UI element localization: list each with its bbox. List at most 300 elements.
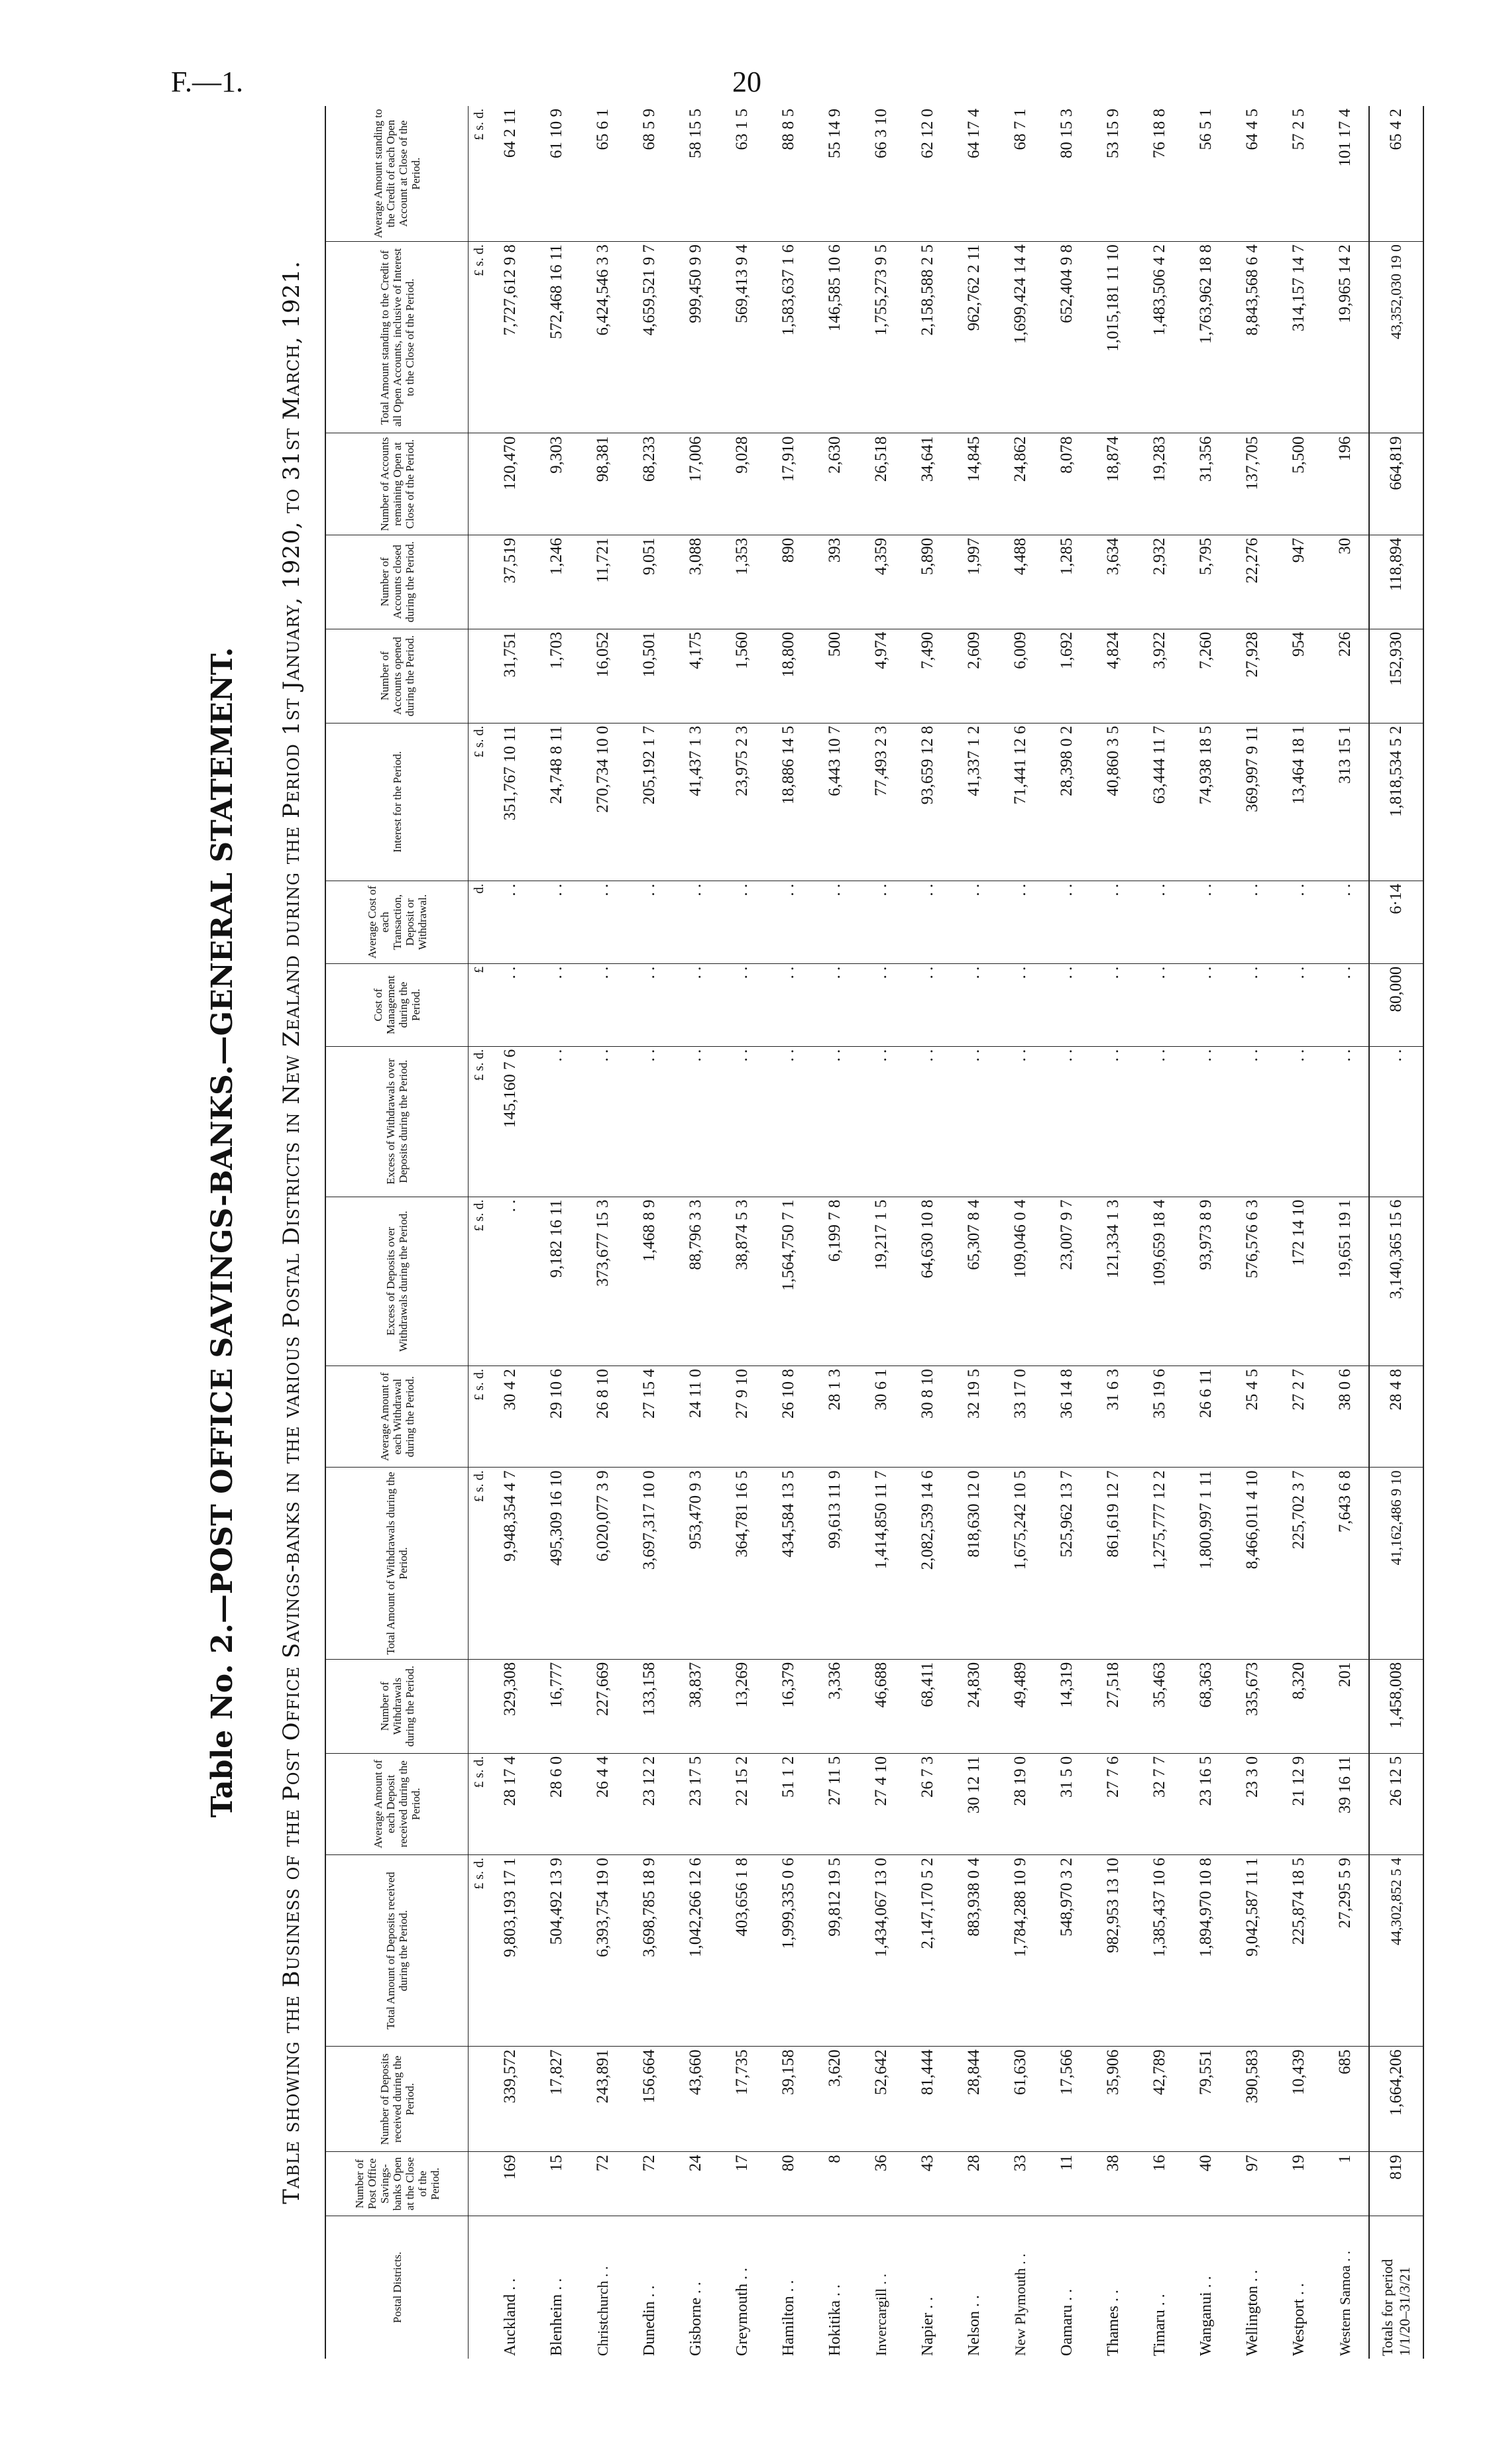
value-cell: 16,052 [580, 629, 626, 723]
value-cell: . . [905, 881, 951, 963]
value-cell: 270,734 10 0 [580, 723, 626, 881]
value-cell [469, 2152, 488, 2216]
value-cell: 72 [580, 2152, 626, 2216]
district-cell: Oamaru . . [1058, 2288, 1076, 2356]
value-cell: . . [673, 963, 719, 1046]
value-cell: 26 6 11 [1183, 1366, 1229, 1468]
value-cell: 2,082,539 14 6 [905, 1468, 951, 1659]
value-cell: 101 17 4 [1322, 106, 1369, 242]
value-cell: 4,488 [997, 535, 1044, 629]
table-row [626, 106, 673, 2359]
value-cell: 38,874 5 3 [719, 1197, 765, 1366]
value-cell: 962,762 2 11 [951, 242, 997, 433]
value-cell: 314,157 14 7 [1276, 242, 1322, 433]
value-cell: . . [719, 881, 765, 963]
value-cell: . . [1369, 1046, 1423, 1197]
value-cell: 71,441 12 6 [997, 723, 1044, 881]
value-cell: 1,703 [533, 629, 580, 723]
value-cell: 18,886 14 5 [765, 723, 812, 881]
value-cell: 14,845 [951, 433, 997, 535]
value-cell: 335,673 [1229, 1659, 1276, 1753]
value-cell: 10,501 [626, 629, 673, 723]
value-cell: 65 4 2 [1369, 106, 1423, 242]
value-cell: 7,490 [905, 629, 951, 723]
value-cell: 14,319 [1044, 1659, 1090, 1753]
value-cell: 24,748 8 11 [533, 723, 580, 881]
value-cell: 172 14 10 [1276, 1197, 1322, 1366]
value-cell: 23 3 0 [1229, 1753, 1276, 1854]
value-cell: 1,015,181 11 10 [1090, 242, 1136, 433]
value-cell: 53 15 9 [1090, 106, 1136, 242]
value-cell: 369,997 9 11 [1229, 723, 1276, 881]
value-cell: 7,727,612 9 8 [487, 242, 533, 433]
value-cell: 29 10 6 [533, 1366, 580, 1468]
value-cell: . . [765, 963, 812, 1046]
value-cell: 6,199 7 8 [812, 1197, 858, 1366]
value-cell: 68 5 9 [626, 106, 673, 242]
value-cell: 25 4 5 [1229, 1366, 1276, 1468]
value-cell: 68,233 [626, 433, 673, 535]
value-cell: 32 7 7 [1136, 1753, 1183, 1854]
value-cell: 36 [858, 2152, 905, 2216]
value-cell: 33 17 0 [997, 1366, 1044, 1468]
table-row [951, 106, 997, 2359]
table-row [812, 106, 858, 2359]
district-cell: Invercargill . . [873, 2273, 889, 2356]
value-cell: 35,906 [1090, 2047, 1136, 2152]
value-cell: 351,767 10 11 [487, 723, 533, 881]
value-cell: . . [1322, 1046, 1369, 1197]
table-row [533, 106, 580, 2359]
column-header: Cost of Management during the Period. [325, 963, 469, 1046]
value-cell: 118,894 [1369, 535, 1423, 629]
table-subtitle: Table showing the Business of the Post Office Savings-banks in the various Postal Districts in New Zealand during the Period 1st January, 1920, to 31st March, 1921. [278, 260, 305, 2204]
value-cell: 30 6 1 [858, 1366, 905, 1468]
value-cell: . . [673, 1046, 719, 1197]
value-cell: 7,643 6 8 [1322, 1468, 1369, 1659]
value-cell: 27,295 5 9 [1322, 1854, 1369, 2046]
value-cell: 58 15 5 [673, 106, 719, 242]
value-cell: . . [533, 963, 580, 1046]
value-cell: . . [997, 881, 1044, 963]
value-cell: 31 5 0 [1044, 1753, 1090, 1854]
value-cell: 3,620 [812, 2047, 858, 2152]
value-cell: 65,307 8 4 [951, 1197, 997, 1366]
value-cell: 28 6 0 [533, 1753, 580, 1854]
value-cell: 2,630 [812, 433, 858, 535]
value-cell: 32 19 5 [951, 1366, 997, 1468]
value-cell: 40,860 3 5 [1090, 723, 1136, 881]
value-cell: . . [533, 881, 580, 963]
value-cell: 2,609 [951, 629, 997, 723]
value-cell: 98,381 [580, 433, 626, 535]
value-cell: 38 [1090, 2152, 1136, 2216]
value-cell: . . [1183, 963, 1229, 1046]
value-cell: 61 10 9 [533, 106, 580, 242]
value-cell: 28 [951, 2152, 997, 2216]
district-cell: Thames . . [1104, 2290, 1122, 2356]
value-cell: 227,669 [580, 1659, 626, 1753]
value-cell: 947 [1276, 535, 1322, 629]
column-header: Average Amount of each Deposit received during the Period. [325, 1753, 469, 1854]
value-cell: . . [673, 881, 719, 963]
district-cell: Greymouth . . [733, 2267, 751, 2356]
value-cell: 88 8 5 [765, 106, 812, 242]
value-cell: 27,928 [1229, 629, 1276, 723]
value-cell: 80 15 3 [1044, 106, 1090, 242]
value-cell: 35 19 6 [1136, 1366, 1183, 1468]
column-header: Total Amount standing to the Credit of all Open Accounts, inclusive of Interest to the Close of the Period. [325, 242, 469, 433]
value-cell: 6,020,077 3 9 [580, 1468, 626, 1659]
value-cell: . . [1322, 963, 1369, 1046]
value-cell: 44,302,852 5 4 [1369, 1854, 1423, 2046]
value-cell: 1 [1322, 2152, 1369, 2216]
value-cell: 576,576 6 3 [1229, 1197, 1276, 1366]
value-cell: 146,585 10 6 [812, 242, 858, 433]
value-cell: 56 5 1 [1183, 106, 1229, 242]
value-cell: 65 6 1 [580, 106, 626, 242]
value-cell: 97 [1229, 2152, 1276, 2216]
value-cell: . . [951, 963, 997, 1046]
value-cell: 24 [673, 2152, 719, 2216]
column-header: Average Cost of each Transaction, Deposit or Withdrawal. [325, 881, 469, 963]
value-cell: . . [1229, 1046, 1276, 1197]
value-cell: 652,404 9 8 [1044, 242, 1090, 433]
district-cell: Western Samoa . . [1337, 2251, 1353, 2356]
value-cell: 313 15 1 [1322, 723, 1369, 881]
value-cell: 19,651 19 1 [1322, 1197, 1369, 1366]
value-cell: . . [812, 1046, 858, 1197]
district-cell [469, 2216, 488, 2359]
value-cell: 9,051 [626, 535, 673, 629]
value-cell: . . [1044, 963, 1090, 1046]
district-cell: Hamilton . . [779, 2280, 797, 2356]
column-header: Interest for the Period. [325, 723, 469, 881]
value-cell: 9,042,587 11 1 [1229, 1854, 1276, 2046]
value-cell: . . [1229, 963, 1276, 1046]
value-cell: 33 [997, 2152, 1044, 2216]
value-cell: 41,337 1 2 [951, 723, 997, 881]
value-cell: . . [1322, 881, 1369, 963]
value-cell: . . [487, 1197, 533, 1366]
column-header: Excess of Withdrawals over Deposits during the Period. [325, 1046, 469, 1197]
table-row [1090, 106, 1136, 2359]
value-cell: 39 16 11 [1322, 1753, 1369, 1854]
value-cell: 37,519 [487, 535, 533, 629]
value-cell: 61,630 [997, 2047, 1044, 2152]
value-cell: 156,664 [626, 2047, 673, 2152]
value-cell: 1,414,850 11 7 [858, 1468, 905, 1659]
value-cell: 3,697,317 10 0 [626, 1468, 673, 1659]
value-cell: 1,675,242 10 5 [997, 1468, 1044, 1659]
value-cell: 390,583 [1229, 2047, 1276, 2152]
value-cell: . . [765, 881, 812, 963]
value-cell: 28 4 8 [1369, 1366, 1423, 1468]
value-cell: 121,334 1 3 [1090, 1197, 1136, 1366]
value-cell: 890 [765, 535, 812, 629]
value-cell: 664,819 [1369, 433, 1423, 535]
district-cell: Nelson . . [965, 2295, 983, 2356]
value-cell: 7,260 [1183, 629, 1229, 723]
value-cell: 21 12 9 [1276, 1753, 1322, 1854]
value-cell: 18,874 [1090, 433, 1136, 535]
value-cell: 17 [719, 2152, 765, 2216]
value-cell: 80,000 [1369, 963, 1423, 1046]
value-cell: £ s. d. [469, 723, 488, 881]
value-cell: 41,437 1 3 [673, 723, 719, 881]
value-cell: 26 12 5 [1369, 1753, 1423, 1854]
value-cell: 3,922 [1136, 629, 1183, 723]
value-cell: 1,285 [1044, 535, 1090, 629]
table-body [469, 106, 1424, 2359]
value-cell: 4,974 [858, 629, 905, 723]
value-cell: £ [469, 963, 488, 1046]
district-cell: Westport . . [1290, 2282, 1307, 2356]
value-cell: 64,630 10 8 [905, 1197, 951, 1366]
table-row [1322, 106, 1369, 2359]
value-cell: 27 2 7 [1276, 1366, 1322, 1468]
value-cell: 364,781 16 5 [719, 1468, 765, 1659]
value-cell: 1,560 [719, 629, 765, 723]
value-cell: 62 12 0 [905, 106, 951, 242]
district-cell: Napier . . [918, 2296, 936, 2356]
value-cell: 137,705 [1229, 433, 1276, 535]
table-row [1183, 106, 1229, 2359]
value-cell: 26 10 8 [765, 1366, 812, 1468]
column-header: Total Amount of Withdrawals during the Period. [325, 1468, 469, 1659]
value-cell: 2,932 [1136, 535, 1183, 629]
table-row [487, 106, 533, 2359]
value-cell: 16,379 [765, 1659, 812, 1753]
value-cell: 569,413 9 4 [719, 242, 765, 433]
value-cell: . . [1276, 881, 1322, 963]
value-cell: 26,518 [858, 433, 905, 535]
value-cell: 572,468 16 11 [533, 242, 580, 433]
value-cell: 19,283 [1136, 433, 1183, 535]
value-cell: . . [1183, 881, 1229, 963]
table-row [905, 106, 951, 2359]
value-cell: 17,827 [533, 2047, 580, 2152]
value-cell: 1,434,067 13 0 [858, 1854, 905, 2046]
table-row [719, 106, 765, 2359]
value-cell: 2,158,588 2 5 [905, 242, 951, 433]
value-cell [469, 629, 488, 723]
value-cell: 27,518 [1090, 1659, 1136, 1753]
value-cell: . . [1044, 881, 1090, 963]
value-cell: 9,182 16 11 [533, 1197, 580, 1366]
value-cell: 17,006 [673, 433, 719, 535]
value-cell: 43 [905, 2152, 951, 2216]
value-cell: 1,353 [719, 535, 765, 629]
value-cell: 19,965 14 2 [1322, 242, 1369, 433]
value-cell: 3,336 [812, 1659, 858, 1753]
value-cell: 27 4 10 [858, 1753, 905, 1854]
value-cell: 9,803,193 17 1 [487, 1854, 533, 2046]
value-cell: 1,755,273 9 5 [858, 242, 905, 433]
value-cell: . . [812, 963, 858, 1046]
value-cell: . . [1136, 881, 1183, 963]
value-cell: 34,641 [905, 433, 951, 535]
value-cell: 43,660 [673, 2047, 719, 2152]
value-cell: . . [1136, 963, 1183, 1046]
value-cell: 152,930 [1369, 629, 1423, 723]
value-cell: 120,470 [487, 433, 533, 535]
value-cell: . . [1136, 1046, 1183, 1197]
district-cell: Timaru . . [1150, 2294, 1168, 2356]
value-cell: 10,439 [1276, 2047, 1322, 2152]
value-cell: 24,830 [951, 1659, 997, 1753]
column-header: Number of Accounts closed during the Period. [325, 535, 469, 629]
district-cell: Auckland . . [501, 2278, 519, 2356]
value-cell: 6·14 [1369, 881, 1423, 963]
value-cell: 31,356 [1183, 433, 1229, 535]
value-cell: 17,910 [765, 433, 812, 535]
value-cell: 99,812 19 5 [812, 1854, 858, 2046]
value-cell: 16 [1136, 2152, 1183, 2216]
value-cell: 1,468 8 9 [626, 1197, 673, 1366]
value-cell: 11,721 [580, 535, 626, 629]
value-cell: 109,046 0 4 [997, 1197, 1044, 1366]
value-cell: 35,463 [1136, 1659, 1183, 1753]
district-cell: Wanganui . . [1197, 2276, 1215, 2356]
district-cell: Christchurch . . [594, 2266, 611, 2356]
value-cell: 1,042,266 12 6 [673, 1854, 719, 2046]
value-cell: . . [626, 1046, 673, 1197]
value-cell: 201 [1322, 1659, 1369, 1753]
value-cell: 66 3 10 [858, 106, 905, 242]
table-row [765, 106, 812, 2359]
value-cell: 1,385,437 10 6 [1136, 1854, 1183, 2046]
value-cell: . . [1044, 1046, 1090, 1197]
value-cell: 8,078 [1044, 433, 1090, 535]
value-cell: £ s. d. [469, 1366, 488, 1468]
table-row [1276, 106, 1322, 2359]
value-cell: 49,489 [997, 1659, 1044, 1753]
value-cell: 88,796 3 3 [673, 1197, 719, 1366]
table-title: Table No. 2.—POST OFFICE SAVINGS-BANKS.—GENERAL STATEMENT. [205, 647, 239, 1818]
value-cell: 225,702 3 7 [1276, 1468, 1322, 1659]
value-cell: 30 12 11 [951, 1753, 997, 1854]
value-cell: d. [469, 881, 488, 963]
value-cell: . . [1229, 881, 1276, 963]
value-cell: 42,789 [1136, 2047, 1183, 2152]
value-cell: . . [1183, 1046, 1229, 1197]
value-cell: 76 18 8 [1136, 106, 1183, 242]
value-cell: 1,763,962 18 8 [1183, 242, 1229, 433]
value-cell: 27 7 6 [1090, 1753, 1136, 1854]
value-cell: 38,837 [673, 1659, 719, 1753]
value-cell: 504,492 13 9 [533, 1854, 580, 2046]
value-cell: 79,551 [1183, 2047, 1229, 2152]
value-cell: 495,309 16 10 [533, 1468, 580, 1659]
value-cell: 500 [812, 629, 858, 723]
value-cell: 64 2 11 [487, 106, 533, 242]
value-cell: 9,303 [533, 433, 580, 535]
table-row [997, 106, 1044, 2359]
value-cell: . . [951, 1046, 997, 1197]
value-cell: 28,398 0 2 [1044, 723, 1090, 881]
value-cell: 4,824 [1090, 629, 1136, 723]
column-header: Number of Accounts remaining Open at Close of the Period. [325, 433, 469, 535]
value-cell: 64 4 5 [1229, 106, 1276, 242]
value-cell: 31,751 [487, 629, 533, 723]
value-cell: 68 7 1 [997, 106, 1044, 242]
value-cell: 196 [1322, 433, 1369, 535]
value-cell: 109,659 18 4 [1136, 1197, 1183, 1366]
value-cell: . . [997, 963, 1044, 1046]
value-cell: 46,688 [858, 1659, 905, 1753]
value-cell: . . [719, 1046, 765, 1197]
table-row [1044, 106, 1090, 2359]
column-header: Number of Deposits received during the Period. [325, 2047, 469, 2152]
value-cell: . . [580, 1046, 626, 1197]
value-cell: 80 [765, 2152, 812, 2216]
district-cell: New Plymouth . . [1012, 2253, 1028, 2356]
district-cell: Totals for period 1/1/20–31/3/21 [1369, 2216, 1423, 2359]
value-cell: 55 14 9 [812, 106, 858, 242]
savings-bank-table [325, 106, 1424, 2359]
value-cell: 1,483,506 4 2 [1136, 242, 1183, 433]
value-cell: 17,566 [1044, 2047, 1090, 2152]
value-cell: . . [580, 881, 626, 963]
value-cell: 225,874 18 5 [1276, 1854, 1322, 2046]
value-cell: 41,162,486 9 10 [1369, 1468, 1423, 1659]
value-cell: 99,613 11 9 [812, 1468, 858, 1659]
value-cell: 434,584 13 5 [765, 1468, 812, 1659]
value-cell: 72 [626, 2152, 673, 2216]
value-cell: . . [533, 1046, 580, 1197]
value-cell: 81,444 [905, 2047, 951, 2152]
value-cell [469, 535, 488, 629]
value-cell: 819 [1369, 2152, 1423, 2216]
value-cell: 861,619 12 7 [1090, 1468, 1136, 1659]
value-cell: 1,997 [951, 535, 997, 629]
value-cell: 403,656 1 8 [719, 1854, 765, 2046]
value-cell: 982,953 13 10 [1090, 1854, 1136, 2046]
value-cell: 19,217 1 5 [858, 1197, 905, 1366]
value-cell: £ s. d. [469, 1753, 488, 1854]
value-cell: 23,007 9 7 [1044, 1197, 1090, 1366]
value-cell: 6,443 10 7 [812, 723, 858, 881]
district-cell: Dunedin . . [640, 2285, 658, 2356]
value-cell: 6,393,754 19 0 [580, 1854, 626, 2046]
value-cell: £ s. d. [469, 1468, 488, 1659]
value-cell: 23 16 5 [1183, 1753, 1229, 1854]
rotated-table-area [205, 106, 1495, 2359]
value-cell: 226 [1322, 629, 1369, 723]
value-cell: 818,630 12 0 [951, 1468, 997, 1659]
value-cell: 26 8 10 [580, 1366, 626, 1468]
district-cell: Hokitika . . [826, 2284, 844, 2356]
value-cell: . . [1090, 881, 1136, 963]
value-cell: 24 11 0 [673, 1366, 719, 1468]
value-cell: 13,464 18 1 [1276, 723, 1322, 881]
value-cell: . . [580, 963, 626, 1046]
column-header: Number of Withdrawals during the Period. [325, 1659, 469, 1753]
value-cell: 27 9 10 [719, 1366, 765, 1468]
table-row [1136, 106, 1183, 2359]
value-cell: 1,692 [1044, 629, 1090, 723]
value-cell: 23,975 2 3 [719, 723, 765, 881]
value-cell: 57 2 5 [1276, 106, 1322, 242]
value-cell: 393 [812, 535, 858, 629]
value-cell: 953,470 9 3 [673, 1468, 719, 1659]
value-cell: 77,493 2 3 [858, 723, 905, 881]
value-cell: . . [997, 1046, 1044, 1197]
value-cell: 5,500 [1276, 433, 1322, 535]
value-cell: 52,642 [858, 2047, 905, 2152]
value-cell: £ s. d. [469, 1197, 488, 1366]
